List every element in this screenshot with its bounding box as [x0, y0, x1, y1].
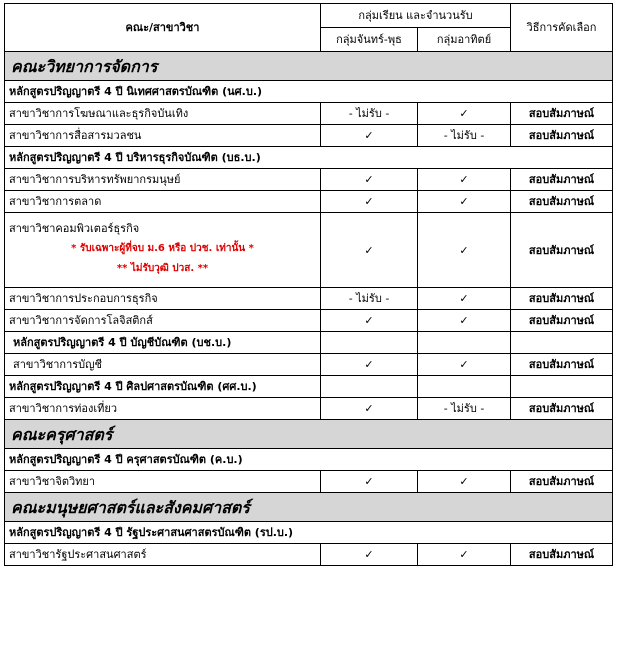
table-row	[5, 125, 613, 147]
selection-method: สอบสัมภาษณ์	[511, 213, 613, 288]
weekend-status: - ไม่รับ -	[418, 398, 511, 420]
selection-method: สอบสัมภาษณ์	[511, 103, 613, 125]
major-name: สาขาวิชาการประกอบการธุรกิจ	[5, 288, 321, 310]
weekday-status: ✓	[321, 471, 418, 493]
major-name: สาขาวิชารัฐประศาสนศาสตร์	[5, 544, 321, 566]
weekday-group-header: กลุ่มจันทร์-พุธ	[321, 28, 418, 52]
weekend-status: ✓	[418, 288, 511, 310]
weekday-status: ✓	[321, 544, 418, 566]
selection-method: สอบสัมภาษณ์	[511, 125, 613, 147]
weekday-status: - ไม่รับ -	[321, 288, 418, 310]
faculty-heading: คณะครุศาสตร์	[5, 420, 613, 449]
major-cell	[5, 213, 321, 288]
weekday-status: ✓	[321, 398, 418, 420]
program-heading: หลักสูตรปริญญาตรี 4 ปี บริหารธุรกิจบัณฑิต (บธ.บ.)	[5, 147, 613, 169]
weekday-status: ✓	[321, 125, 418, 147]
major-name: สาขาวิชาการสื่อสารมวลชน	[5, 125, 321, 147]
table-row	[5, 288, 613, 310]
method-column-header: วิธีการคัดเลือก	[511, 4, 613, 52]
weekend-status: ✓	[418, 544, 511, 566]
selection-method: สอบสัมภาษณ์	[511, 169, 613, 191]
weekday-status: ✓	[321, 310, 418, 332]
table-row	[5, 544, 613, 566]
table-row	[5, 310, 613, 332]
major-name: สาขาวิชาการบริหารทรัพยากรมนุษย์	[5, 169, 321, 191]
weekend-status: ✓	[418, 213, 511, 288]
weekday-status: ✓	[321, 354, 418, 376]
admission-note: ** ไม่รับวุฒิ ปวส. **	[116, 262, 209, 274]
table-row	[5, 169, 613, 191]
major-name: สาขาวิชาการบัญชี	[5, 354, 321, 376]
selection-method: สอบสัมภาษณ์	[511, 398, 613, 420]
weekday-status: ✓	[321, 169, 418, 191]
weekday-status: ✓	[321, 213, 418, 288]
major-name: สาขาวิชาการจัดการโลจิสติกส์	[5, 310, 321, 332]
groups-column-header: กลุ่มเรียน และจำนวนรับ	[321, 4, 511, 28]
table-row	[5, 191, 613, 213]
program-heading: หลักสูตรปริญญาตรี 4 ปี ศิลปศาสตรบัณฑิต (ศศ.บ.)	[5, 376, 321, 398]
weekday-status: - ไม่รับ -	[321, 103, 418, 125]
weekend-group-header: กลุ่มอาทิตย์	[418, 28, 511, 52]
table-row	[5, 213, 613, 288]
major-name: สาขาวิชาคอมพิวเตอร์ธุรกิจ	[9, 221, 140, 235]
major-name: สาขาวิชาการตลาด	[5, 191, 321, 213]
weekend-status: ✓	[418, 310, 511, 332]
selection-method: สอบสัมภาษณ์	[511, 310, 613, 332]
program-heading: หลักสูตรปริญญาตรี 4 ปี บัญชีบัณฑิต (บช.บ.)	[5, 332, 321, 354]
major-name: สาขาวิชาการท่องเที่ยว	[5, 398, 321, 420]
table-row	[5, 398, 613, 420]
major-name: สาขาวิชาการโฆษณาและธุรกิจบันเทิง	[5, 103, 321, 125]
admission-table	[4, 3, 613, 566]
weekend-status: - ไม่รับ -	[418, 125, 511, 147]
selection-method: สอบสัมภาษณ์	[511, 544, 613, 566]
table-row	[5, 471, 613, 493]
weekend-status: ✓	[418, 191, 511, 213]
selection-method: สอบสัมภาษณ์	[511, 288, 613, 310]
weekend-status: ✓	[418, 354, 511, 376]
program-heading: หลักสูตรปริญญาตรี 4 ปี นิเทศศาสตรบัณฑิต (นศ.บ.)	[5, 81, 613, 103]
selection-method: สอบสัมภาษณ์	[511, 471, 613, 493]
program-heading: หลักสูตรปริญญาตรี 4 ปี รัฐประศาสนศาสตรบัณฑิต (รป.บ.)	[5, 522, 613, 544]
weekend-status: ✓	[418, 169, 511, 191]
faculty-heading: คณะมนุษยศาสตร์และสังคมศาสตร์	[5, 493, 613, 522]
major-name: สาขาวิชาจิตวิทยา	[5, 471, 321, 493]
faculty-heading: คณะวิทยาการจัดการ	[5, 52, 613, 81]
selection-method: สอบสัมภาษณ์	[511, 191, 613, 213]
weekend-status: ✓	[418, 103, 511, 125]
program-heading: หลักสูตรปริญญาตรี 4 ปี ครุศาสตรบัณฑิต (ค.บ.)	[5, 449, 613, 471]
weekday-status: ✓	[321, 191, 418, 213]
selection-method: สอบสัมภาษณ์	[511, 354, 613, 376]
table-row	[5, 354, 613, 376]
table-row	[5, 103, 613, 125]
admission-note: * รับเฉพาะผู้ที่จบ ม.6 หรือ ปวช. เท่านั้น *	[71, 242, 254, 254]
weekend-status: ✓	[418, 471, 511, 493]
faculty-column-header: คณะ/สาขาวิชา	[5, 4, 321, 52]
